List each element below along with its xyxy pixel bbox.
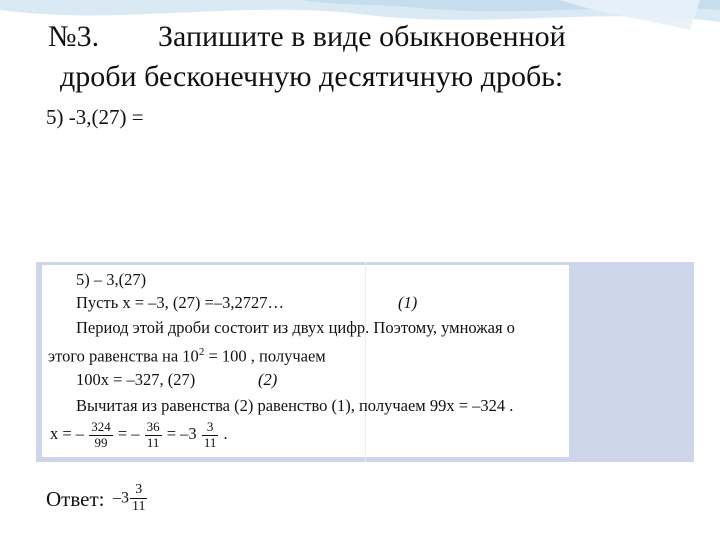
exponent: 2 (198, 346, 205, 358)
task-number: №3. (48, 20, 100, 53)
solution-line-2: Пусть x = –3, (27) =–3,2727… (76, 293, 284, 312)
numerator: 36 (146, 419, 160, 434)
numerator: 3 (202, 420, 219, 436)
denominator: 11 (132, 499, 146, 515)
denominator: 11 (203, 434, 217, 450)
period: . (223, 424, 228, 444)
numerator: 3 (130, 482, 147, 499)
answer-integer: –3 (113, 489, 129, 507)
solution-line-3: Период этой дроби состоит из двух цифр. Поэтому, умножая о (76, 318, 515, 337)
panel-divider (365, 262, 366, 462)
solution-line-5: 100x = –327, (27) (76, 370, 196, 389)
answer-label: Ответ: (46, 487, 105, 511)
denominator: 11 (146, 434, 160, 450)
slide-title-line2: дроби бесконечную десятичную дробь: (60, 60, 564, 93)
numerator: 324 (91, 419, 111, 434)
solution-line-4 (48, 347, 326, 365)
equals-minus-three: = –3 (166, 424, 197, 444)
equals-minus: = – (117, 424, 140, 444)
title-text: Запишите в виде обыкновенной (158, 20, 566, 53)
solution-line-7 (50, 420, 228, 451)
fraction-324-99 (89, 420, 113, 451)
answer-fraction (130, 482, 147, 515)
answer-value (113, 482, 148, 515)
solution-line-6: Вычитая из равенства (2) равенство (1), получаем 99x = –324 . (76, 396, 514, 415)
line4-text-end: = 100 , получаем (204, 346, 326, 366)
denominator: 99 (94, 434, 108, 450)
fraction-3-11 (202, 420, 219, 451)
equation-ref-1: (1) (398, 293, 418, 312)
fraction-36-11 (145, 420, 162, 451)
x-equals: x = – (50, 424, 85, 444)
slide-title (48, 20, 566, 54)
solution-line-1: 5) – 3,(27) (76, 270, 147, 289)
equation-ref-2: (2) (258, 370, 278, 389)
line4-text: этого равенства на 10 (48, 346, 199, 366)
task-expression: 5) -3,(27) = (46, 105, 144, 129)
